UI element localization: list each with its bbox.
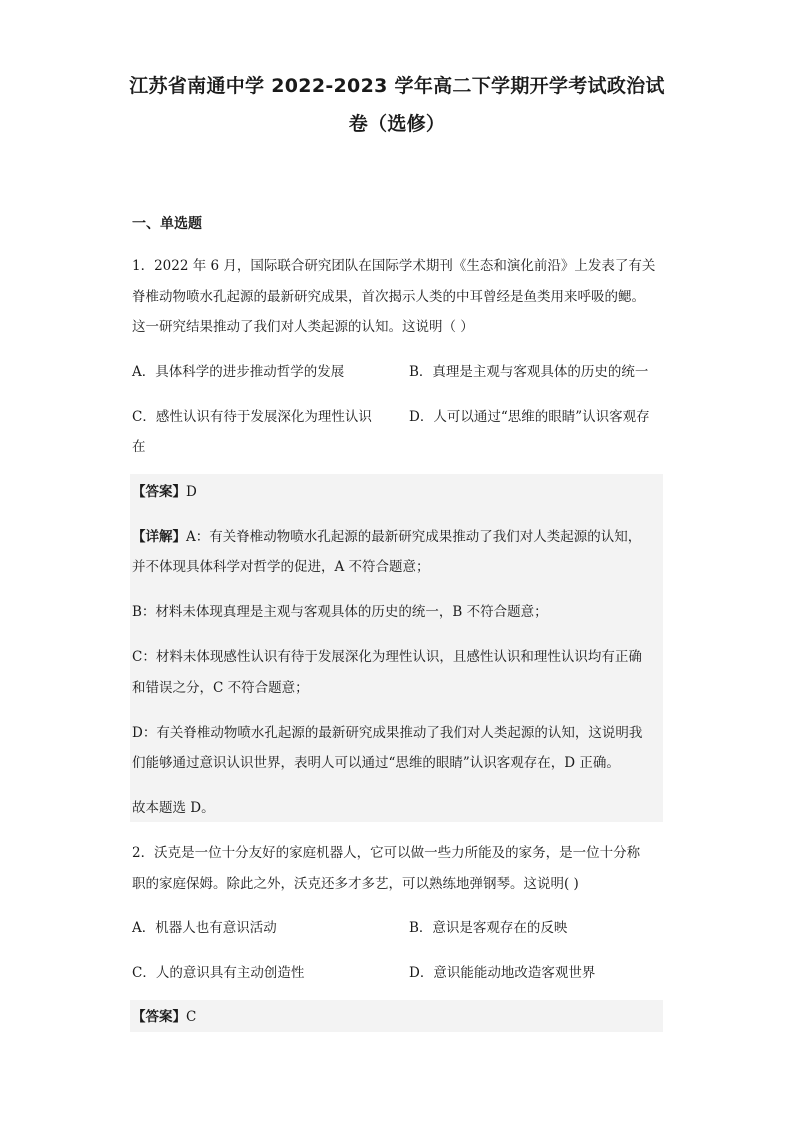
q1-option-c: C．感性认识有待于发展深化为理性认识 bbox=[132, 409, 372, 425]
q1-option-b: B．真理是主观与客观具体的历史的统一 bbox=[409, 364, 649, 380]
q2-option-b: B．意识是客观存在的反映 bbox=[409, 920, 568, 936]
answer-tag: 【答案】 bbox=[132, 484, 186, 500]
q1-detail-line-7: 们能够通过意识认识世界，表明人可以通过“思维的眼睛”认识客观存在，D 正确。 bbox=[132, 755, 620, 771]
q1-answer bbox=[132, 482, 667, 502]
detail-text: A：有关脊椎动物喷水孔起源的最新研究成果推动了我们对人类起源的认知， bbox=[186, 529, 642, 545]
document-title-line-2: 卷（选修） bbox=[348, 113, 446, 135]
q2-stem-line-1: 2．沃克是一位十分友好的家庭机器人，它可以做一些力所能及的家务，是一位十分称 bbox=[132, 845, 641, 861]
q2-option-a: A．机器人也有意识活动 bbox=[132, 920, 277, 936]
q1-detail-line-2: 并不体现具体科学对哲学的促进，A 不符合题意； bbox=[132, 559, 430, 575]
q1-option-a: A．具体科学的进步推动哲学的发展 bbox=[132, 364, 345, 380]
q1-detail-line-3: B：材料未体现真理是主观与客观具体的历史的统一，B 不符合题意； bbox=[132, 604, 548, 620]
detail-tag: 【详解】 bbox=[132, 529, 186, 545]
q1-detail-line-1 bbox=[132, 527, 667, 547]
q1-detail-line-4: C：材料未体现感性认识有待于发展深化为理性认识，且感性认识和理性认识均有正确 bbox=[132, 649, 642, 665]
q2-answer bbox=[132, 1007, 667, 1027]
q2-option-d: D．意识能能动地改造客观世界 bbox=[409, 965, 596, 981]
q1-stem-line-2: 脊椎动物喷水孔起源的最新研究成果，首次揭示人类的中耳曾经是鱼类用来呼吸的鳃。 bbox=[132, 289, 645, 305]
q2-option-c: C．人的意识具有主动创造性 bbox=[132, 965, 305, 981]
q1-detail-line-6: D：有关脊椎动物喷水孔起源的最新研究成果推动了我们对人类起源的认知，这说明我 bbox=[132, 725, 643, 741]
answer-value: C bbox=[186, 1009, 197, 1025]
section-heading: 一、单选题 bbox=[132, 216, 202, 232]
q1-stem-line-3: 这一研究结果推动了我们对人类起源的认知。这说明（ ） bbox=[132, 319, 474, 335]
q1-option-d: D．人可以通过“思维的眼睛”认识客观存 bbox=[409, 409, 650, 425]
q1-detail-line-5: 和错误之分，C 不符合题意； bbox=[132, 680, 309, 696]
answer-value: D bbox=[186, 484, 197, 500]
document-title-line-1: 江苏省南通中学 2022-2023 学年高二下学期开学考试政治试 bbox=[129, 75, 665, 97]
q1-detail-line-8: 故本题选 D。 bbox=[132, 800, 215, 816]
q1-stem-line-1: 1．2022 年 6 月，国际联合研究团队在国际学术期刊《生态和演化前沿》上发表了有关 bbox=[132, 258, 656, 274]
q1-option-d-wrap: 在 bbox=[132, 439, 146, 455]
q2-stem-line-2: 职的家庭保姆。除此之外，沃克还多才多艺，可以熟练地弹钢琴。这说明( ) bbox=[132, 876, 579, 892]
answer-tag: 【答案】 bbox=[132, 1009, 186, 1025]
